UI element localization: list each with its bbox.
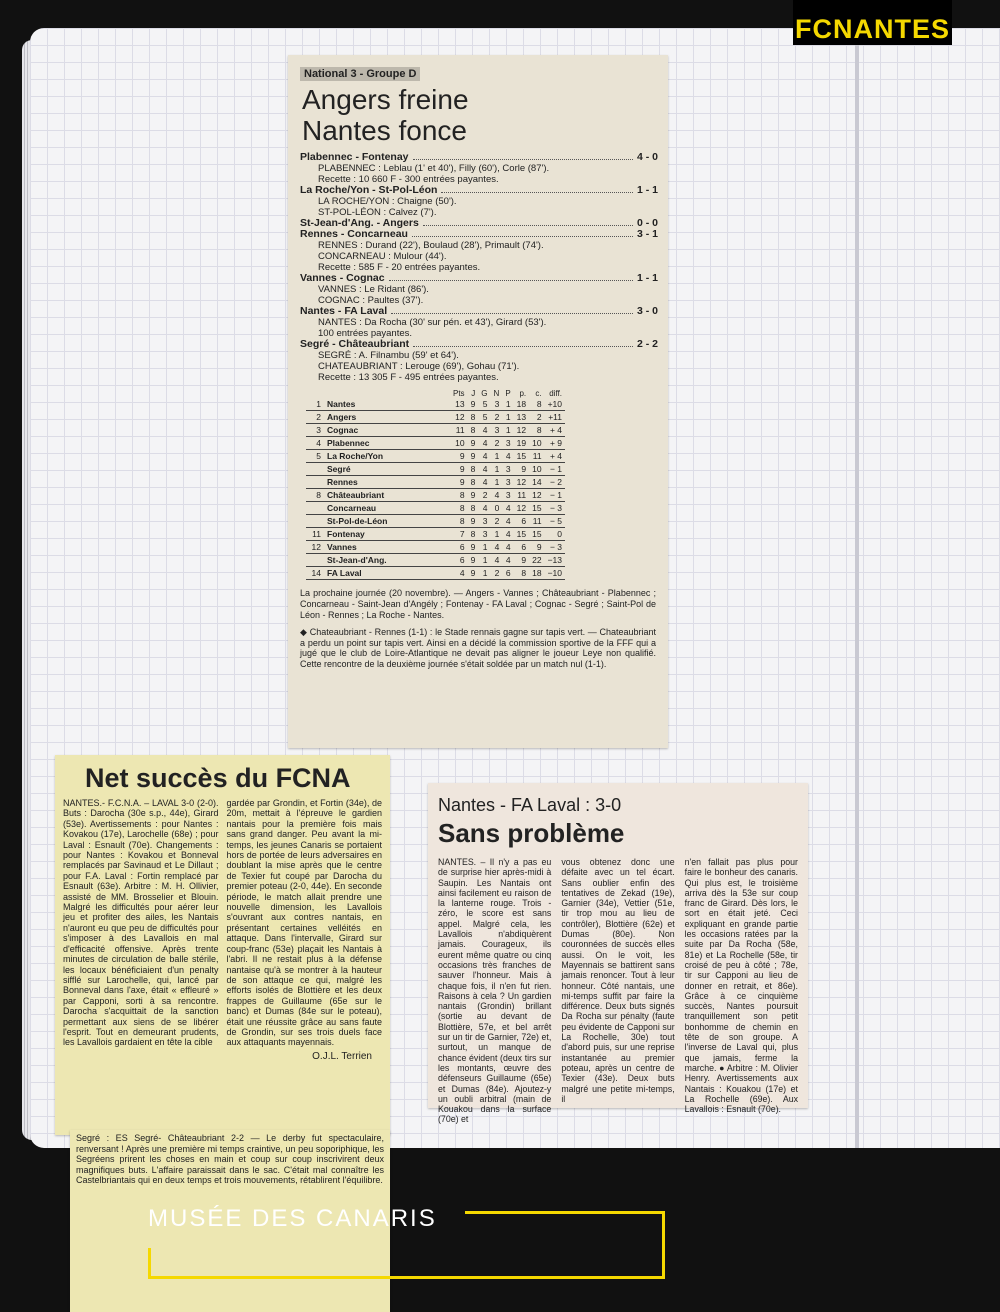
match-detail: SEGRÉ : A. Filnambu (59' et 64'). xyxy=(318,350,459,361)
table-cell: 0 xyxy=(545,528,565,541)
table-cell: 6 xyxy=(514,515,529,528)
table-cell: 1 xyxy=(502,424,513,437)
table-cell: 4 xyxy=(478,424,490,437)
page-fold xyxy=(855,28,859,1148)
match-block xyxy=(300,152,658,185)
table-cell: 1 xyxy=(306,398,324,411)
table-row xyxy=(306,554,565,567)
table-cell: 2 xyxy=(478,489,490,502)
table-row xyxy=(306,476,565,489)
table-cell: 8 xyxy=(468,463,479,476)
table-cell: 11 xyxy=(514,489,529,502)
table-cell: 2 xyxy=(491,437,503,450)
match-block xyxy=(300,229,658,273)
match-block xyxy=(300,273,658,306)
article-column-1: NANTES.- F.C.N.A. – LAVAL 3-0 (2-0). Buts : Darocha (30e s.p., 44e), Girard (53e). Avertissements : pour Nantes : Kovakou (17e), Larochelle (68e) ; pour Laval : Esnault (70e). Changements : pour Nantes : Kovakou et Bonneval remplacés par Savinaud et Le Dillaut ; pour F.A. Laval : Fortin remplacé par Esnault (63e). Arbitre : M. H. Ollivier, assisté de MM. Brosselier et Blouin. Malgré les difficultés pour aérer leur jeu et profiter des ailes, les Nantais n'auront eu que peu de difficultés pour s'imposer à des Lavallois en mal d'efficacité offensive. Après trente minutes de circulation de balle stérile, les locaux bénéficiaient d'un penalty sifflé sur Larochelle, qui, lancé par Bonneval dans l'axe, était « effleuré » par Capponi, sorti à sa rencontre. Darocha s'acquittait de la sanction permettant aux siens de se libérer l'esprit. Tout en demeurant prudents, les Lavallois gardaient en tête la cible xyxy=(63,798,219,1048)
table-cell: 8 xyxy=(529,424,544,437)
table-cell: 2 xyxy=(529,411,544,424)
clipping-net-succes xyxy=(55,755,390,1135)
table-cell: 3 xyxy=(478,515,490,528)
table-cell: 8 xyxy=(306,489,324,502)
match-detail: CHATEAUBRIANT : Lerouge (69'), Gohau (71'). xyxy=(318,361,520,372)
dot-leader xyxy=(389,273,633,281)
table-cell: 3 xyxy=(306,424,324,437)
table-cell: 4 xyxy=(306,437,324,450)
table-cell: 10 xyxy=(450,437,468,450)
table-cell: 3 xyxy=(502,476,513,489)
table-cell: +11 xyxy=(545,411,565,424)
caption-frame xyxy=(148,1248,151,1279)
match-detail: Recette : 585 F - 20 entrées payantes. xyxy=(318,262,481,273)
table-cell: 9 xyxy=(450,463,468,476)
table-cell: − 1 xyxy=(545,489,565,502)
match-teams: Plabennec - Fontenay xyxy=(300,151,409,163)
table-cell: + 9 xyxy=(545,437,565,450)
table-row xyxy=(306,424,565,437)
column-header xyxy=(306,389,324,398)
table-cell: 8 xyxy=(450,502,468,515)
match-detail: ST-POL-LÉON : Calvez (7'). xyxy=(318,207,437,218)
table-cell: 5 xyxy=(478,411,490,424)
table-cell: 4 xyxy=(491,489,503,502)
match-detail: RENNES : Durand (22'), Boulaud (28'), Primault (74'). xyxy=(318,240,544,251)
table-row xyxy=(306,450,565,463)
table-cell: 15 xyxy=(514,528,529,541)
team-name: Angers xyxy=(324,411,450,424)
table-cell: 13 xyxy=(514,411,529,424)
match-teams: Nantes - FA Laval xyxy=(300,305,388,317)
article-column-3: n'en fallait pas plus pour faire le bonheur des canaris. Qui plus est, le troisième arriva dès la 53e sur coup franc de Girard. Dès lors, le sort en était jeté. Ceci expliquant en grande partie les occasions ratées par la suite par Da Rocha (58e, 81e) et La Rochelle (58e, tir croisé de peu à côté ; 78e, tir sur Capponi au lieu de donner en retrait, et 86e). Grâce à ce cinquième succès, Nantes poursuit tranquillement son petit bonhomme de chemin en tête de son groupe. A l'inverse de Laval qui, plus que jamais, ferme la marche. ● Arbitre : M. Olivier Henry. Avertissements aux Nantais : Kouakou (17e) et La Rochelle (69e). Aux Lavallois : Esnault (70e). xyxy=(684,857,798,1115)
caption-frame xyxy=(662,1211,665,1279)
team-name: St-Jean-d'Ang. xyxy=(324,554,450,567)
table-cell: 12 xyxy=(529,489,544,502)
column-text: gardée par Grondin, et Fortin (34e), de 20m, mettait à l'épreuve le gardien nantais pour la première fois mais sans grand danger. Peu avant la mi-temps, les jeunes Canaris se portaient hors de portée de leurs adversaires en doublant la mise après que le centre de Texier fut coupé par Darocha du premier poteau (2-0, 44e). En seconde période, le match allait prendre une nouvelle dimension, les Lavallois s'ouvrant aux contres nantais, en présentant certaines velléités en attaque. Dans l'intervalle, Girard sur coup-franc (53e) plaçait les Nantais à l'abri. Il ne restait plus à la défense nantaise qu'à se montrer à la hauteur de son attaque ce qui, malgré les efforts isolés de Blottière et les deux frappes de Guillaume (65e sur le banc) et Dumas (84e sur le poteau), était une réussite grâce au sans faute de Grondin, sur ses trois duels face aux attaquants mayennais. xyxy=(226,798,382,1048)
team-name: Rennes xyxy=(324,476,450,489)
table-cell: 2 xyxy=(306,411,324,424)
match-detail: LA ROCHE/YON : Chaigne (50'). xyxy=(318,196,457,207)
match-block xyxy=(300,306,658,339)
match-detail: CONCARNEAU : Mulour (44'). xyxy=(318,251,447,262)
table-cell: 8 xyxy=(514,567,529,580)
table-cell: 3 xyxy=(502,437,513,450)
table-cell: 14 xyxy=(306,567,324,580)
table-cell: 4 xyxy=(478,437,490,450)
match-title xyxy=(300,339,658,350)
match-detail: NANTES : Da Rocha (30' sur pén. et 43'), Girard (53'). xyxy=(318,317,547,328)
table-row xyxy=(306,502,565,515)
dot-leader xyxy=(423,218,633,226)
match-block xyxy=(300,185,658,218)
table-cell: 12 xyxy=(514,476,529,489)
dot-leader xyxy=(391,306,633,314)
match-detail: Recette : 10 660 F - 300 entrées payantes. xyxy=(318,174,499,185)
headline-line-1: Angers freine xyxy=(302,84,469,115)
team-name: FA Laval xyxy=(324,567,450,580)
team-name: Fontenay xyxy=(324,528,450,541)
column-header: c. xyxy=(535,389,542,398)
headline xyxy=(302,84,668,146)
table-cell: 9 xyxy=(468,567,479,580)
match-title xyxy=(300,185,658,196)
table-cell: 1 xyxy=(478,554,490,567)
table-cell: 8 xyxy=(450,515,468,528)
table-cell: 9 xyxy=(529,541,544,554)
table-cell: 19 xyxy=(514,437,529,450)
table-cell: 4 xyxy=(450,567,468,580)
table-cell: 10 xyxy=(529,437,544,450)
table-row xyxy=(306,489,565,502)
team-name: Vannes xyxy=(324,541,450,554)
article-column-1: NANTES. – Il n'y a pas eu de surprise hier après-midi à Saupin. Les Nantais ont ainsi facilement eu raison de la lanterne rouge. Trois - zéro, le score est sans appel. Malgré cela, les Lavallois n'abdiquèrent jamais. Courageux, ils eurent même quatre ou cinq occasions très franches de sauver l'honneur. Mais à chaque fois, il n'en fut rien. Raisons à cela ? Un gardien nantais (Grondin) brillant (sortie au devant de Blottière, 57e, et bel arrêt sur un tir de Garnier, 72e) et, surtout, un manque de chance évident (deux tirs sur les montants, œuvre des défenseurs Guillaume (65e) et Dumas (84e). Ajoutez-y un oubli arbitral (main de Kouakou dans la surface (70e) et xyxy=(438,857,552,1125)
table-row xyxy=(306,463,565,476)
headline: Net succès du FCNA xyxy=(85,763,351,793)
table-cell: 9 xyxy=(468,437,479,450)
table-cell: 11 xyxy=(529,450,544,463)
match-score: 4 - 0 xyxy=(636,151,658,163)
column-header: p. xyxy=(519,389,527,398)
table-cell: − 1 xyxy=(545,463,565,476)
table-row xyxy=(306,541,565,554)
clipping-standings xyxy=(288,55,668,748)
table-cell: 3 xyxy=(478,528,490,541)
team-name: St-Pol-de-Léon xyxy=(324,515,450,528)
match-score: 1 - 1 xyxy=(636,184,658,196)
table-row xyxy=(306,398,565,411)
table-cell xyxy=(306,554,324,567)
table-row xyxy=(306,515,565,528)
table-cell: − 2 xyxy=(545,476,565,489)
table-cell: 1 xyxy=(491,476,503,489)
table-cell: 5 xyxy=(478,398,490,411)
headline: Sans problème xyxy=(438,818,625,848)
table-cell: 3 xyxy=(502,463,513,476)
team-name: Châteaubriant xyxy=(324,489,450,502)
team-name: Plabennec xyxy=(324,437,450,450)
match-teams: Vannes - Cognac xyxy=(300,272,385,284)
table-cell: 6 xyxy=(450,554,468,567)
table-cell: 2 xyxy=(491,411,503,424)
table-cell: + 4 xyxy=(545,450,565,463)
table-cell: 18 xyxy=(514,398,529,411)
table-cell: 11 xyxy=(529,515,544,528)
column-header: J xyxy=(471,389,476,398)
table-cell: 8 xyxy=(529,398,544,411)
table-cell: 22 xyxy=(529,554,544,567)
match-block xyxy=(300,339,658,383)
table-cell: + 4 xyxy=(545,424,565,437)
section-tag: National 3 - Groupe D xyxy=(300,67,420,81)
match-detail: COGNAC : Paultes (37'). xyxy=(318,295,424,306)
match-score: 0 - 0 xyxy=(636,217,658,229)
table-cell: 8 xyxy=(468,528,479,541)
table-cell: 9 xyxy=(468,554,479,567)
table-cell: 4 xyxy=(478,450,490,463)
dot-leader xyxy=(412,229,633,237)
table-cell: 11 xyxy=(306,528,324,541)
dot-leader xyxy=(413,339,633,347)
author-signature: O.J.L. Terrien xyxy=(312,1050,372,1062)
table-cell: 9 xyxy=(468,398,479,411)
table-cell: 4 xyxy=(502,502,513,515)
match-title xyxy=(300,273,658,284)
table-cell: 1 xyxy=(502,411,513,424)
table-cell: 6 xyxy=(502,567,513,580)
table-cell: 4 xyxy=(502,554,513,567)
table-cell: 15 xyxy=(529,528,544,541)
table-cell: 9 xyxy=(468,515,479,528)
team-name: La Roche/Yon xyxy=(324,450,450,463)
table-cell xyxy=(306,502,324,515)
match-title xyxy=(300,306,658,317)
team-name: Nantes xyxy=(324,398,450,411)
table-cell: 4 xyxy=(491,541,503,554)
match-score: 2 - 2 xyxy=(636,338,658,350)
table-cell: 12 xyxy=(514,424,529,437)
team-name: Cognac xyxy=(324,424,450,437)
table-cell: −13 xyxy=(545,554,565,567)
appeal-note: ◆ Chateaubriant - Rennes (1-1) : le Stade rennais gagne sur tapis vert. — Chateaubriant a perdu un point sur tapis vert. Ainsi en a décidé la commission sportive de la FFF qui a jugé que le club de Loire-Atlantique ne devait pas aligner le joueur Leye non qualifié. Cette rencontre de la deuxième journée s'était soldée par un match nul (1-1). xyxy=(300,627,656,669)
match-teams: Rennes - Concarneau xyxy=(300,228,408,240)
table-cell: 8 xyxy=(450,489,468,502)
match-score: 1 - 1 xyxy=(636,272,658,284)
table-cell: − 3 xyxy=(545,502,565,515)
table-cell: 1 xyxy=(478,541,490,554)
match-teams: Segré - Châteaubriant xyxy=(300,338,410,350)
table-cell: 4 xyxy=(502,528,513,541)
table-cell: − 5 xyxy=(545,515,565,528)
match-title xyxy=(300,152,658,163)
table-row xyxy=(306,567,565,580)
table-cell: 5 xyxy=(306,450,324,463)
table-cell: 9 xyxy=(514,554,529,567)
table-cell: 8 xyxy=(468,424,479,437)
table-cell: 0 xyxy=(491,502,503,515)
table-cell: 1 xyxy=(478,567,490,580)
table-cell: 9 xyxy=(514,463,529,476)
column-header: G xyxy=(481,389,488,398)
table-cell: 12 xyxy=(450,411,468,424)
table-cell: − 3 xyxy=(545,541,565,554)
table-cell: 11 xyxy=(450,424,468,437)
column-header: diff. xyxy=(549,389,563,398)
team-name: Segré xyxy=(324,463,450,476)
match-detail: Recette : 13 305 F - 495 entrées payantes. xyxy=(318,372,499,383)
table-cell: 4 xyxy=(478,476,490,489)
table-cell: 1 xyxy=(491,463,503,476)
column-header: N xyxy=(493,389,500,398)
table-cell: +10 xyxy=(545,398,565,411)
table-cell: 3 xyxy=(491,398,503,411)
table-cell: 4 xyxy=(502,541,513,554)
column-header: Pts xyxy=(453,389,465,398)
table-cell: 4 xyxy=(478,502,490,515)
column-header: P xyxy=(505,389,511,398)
table-cell: 1 xyxy=(491,528,503,541)
table-cell: 13 xyxy=(450,398,468,411)
match-title xyxy=(300,229,658,240)
table-row xyxy=(306,437,565,450)
table-cell: 18 xyxy=(529,567,544,580)
table-row xyxy=(306,411,565,424)
standings-header xyxy=(306,389,565,398)
article-text: Segré : ES Segré- Châteaubriant 2-2 — Le derby fut spectaculaire, renversant ! Après une première mi temps craintive, un peu soporiphique, les Segréens prirent les choses en main et coup sur coup inscrivirent deux magnifiques buts. L'affaire paraissait dans le sac. C'était mal connaître les Castelbriantais qui en deux temps et trois mouvements, rétablirent l'équilibre. xyxy=(76,1133,384,1185)
table-cell: 6 xyxy=(450,541,468,554)
table-cell: 15 xyxy=(514,450,529,463)
table-cell: 6 xyxy=(514,541,529,554)
table-cell: 9 xyxy=(468,450,479,463)
match-score: 3 - 1 xyxy=(636,228,658,240)
match-teams: La Roche/Yon - St-Pol-Léon xyxy=(300,184,438,196)
caption-frame xyxy=(148,1276,665,1279)
match-detail: PLABENNEC : Leblau (1' et 40'), Filly (60'), Corle (87'). xyxy=(318,163,550,174)
brand-logo: FCNANTES xyxy=(793,0,952,45)
table-cell: 4 xyxy=(502,450,513,463)
table-cell xyxy=(306,515,324,528)
dot-leader xyxy=(413,152,633,160)
match-teams: St-Jean-d'Ang. - Angers xyxy=(300,217,419,229)
table-cell xyxy=(306,476,324,489)
table-cell: 10 xyxy=(529,463,544,476)
caption-frame xyxy=(465,1211,665,1214)
article-column-2: vous obtenez donc une défaite avec un tel écart. Sans oublier enfin des tentatives de Zekad (19e), Garnier (34e), Vettier (51e, tir trop mou au lieu de contrôler), Blottière (62e) et Dumas (80e). Non couronnées de succès elles aussi. On le voit, les Mayennais se battirent sans jamais renoncer. Tout à leur honneur. Côté nantais, une mi-temps suffit par faire la différence. Deux buts signés Da Rocha sur pénalty (faute peu évidente de Capponi sur La Rochelle, 30e) tout d'abord puis, sur une reprise instantanée au premier poteau, après un centre de Texier (43e). Deux buts malgré une petite mi-temps, il xyxy=(561,857,675,1104)
headline-line-2: Nantes fonce xyxy=(302,115,467,146)
table-cell: 8 xyxy=(468,476,479,489)
table-cell: 8 xyxy=(468,411,479,424)
museum-caption: MUSÉE DES CANARIS xyxy=(148,1205,437,1232)
match-results xyxy=(288,152,668,383)
table-cell: 9 xyxy=(468,489,479,502)
standings-table xyxy=(306,389,565,580)
table-cell: 2 xyxy=(491,515,503,528)
table-cell: 1 xyxy=(502,398,513,411)
table-cell: 8 xyxy=(468,502,479,515)
table-cell: 4 xyxy=(491,554,503,567)
clipping-sans-probleme xyxy=(428,783,808,1125)
table-cell: −10 xyxy=(545,567,565,580)
team-name: Concarneau xyxy=(324,502,450,515)
table-row xyxy=(306,528,565,541)
match-detail: VANNES : Le Ridant (86'). xyxy=(318,284,429,295)
table-cell: 14 xyxy=(529,476,544,489)
subheadline: Nantes - FA Laval : 3-0 xyxy=(438,795,622,815)
column-header xyxy=(324,389,450,398)
next-fixtures: La prochaine journée (20 novembre). — Angers - Vannes ; Châteaubriant - Plabennec ; Concarneau - Saint-Jean d'Angély ; Fontenay - FA Laval ; Cognac - Segré ; Saint-Pol de Léon - Rennes ; La Roche - Nantes. xyxy=(300,588,656,620)
table-cell: 9 xyxy=(450,476,468,489)
table-cell: 15 xyxy=(529,502,544,515)
dot-leader xyxy=(441,185,633,193)
match-score: 3 - 0 xyxy=(636,305,658,317)
table-cell: 7 xyxy=(450,528,468,541)
table-cell: 3 xyxy=(491,424,503,437)
table-cell: 4 xyxy=(502,515,513,528)
table-cell: 9 xyxy=(450,450,468,463)
table-cell: 12 xyxy=(514,502,529,515)
table-cell xyxy=(306,463,324,476)
table-cell: 2 xyxy=(491,567,503,580)
table-cell: 12 xyxy=(306,541,324,554)
article-column-2 xyxy=(227,798,383,1062)
match-detail: 100 entrées payantes. xyxy=(318,328,413,339)
table-cell: 4 xyxy=(478,463,490,476)
table-cell: 3 xyxy=(502,489,513,502)
table-cell: 9 xyxy=(468,541,479,554)
table-cell: 1 xyxy=(491,450,503,463)
